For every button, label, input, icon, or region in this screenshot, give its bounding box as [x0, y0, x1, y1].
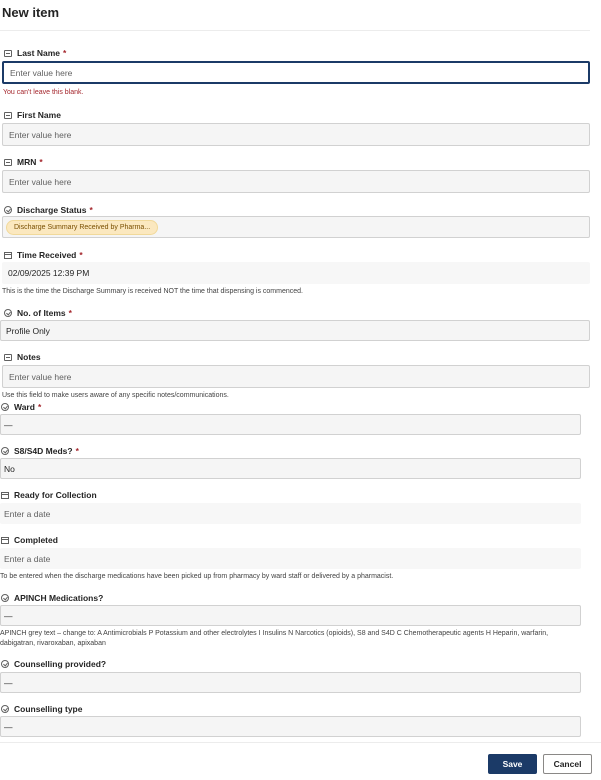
- choice-field-icon: [1, 705, 9, 713]
- save-button[interactable]: Save: [488, 754, 537, 774]
- mrn-input[interactable]: Enter value here: [2, 170, 590, 193]
- choice-field-icon: [1, 594, 9, 602]
- apinch-select[interactable]: —: [0, 605, 581, 626]
- choice-field-icon: [4, 309, 12, 317]
- notes-label: Notes: [4, 352, 41, 362]
- counselling-provided-select[interactable]: —: [0, 672, 581, 693]
- discharge-status-label: Discharge Status *: [4, 205, 93, 215]
- calendar-icon: [1, 537, 9, 544]
- required-marker: *: [75, 446, 79, 456]
- time-received-input[interactable]: 02/09/2025 12:39 PM: [2, 262, 590, 284]
- ward-select[interactable]: —: [0, 414, 581, 435]
- completed-label: Completed: [1, 535, 58, 545]
- text-field-icon: [4, 112, 12, 119]
- s8-meds-select[interactable]: No: [0, 458, 581, 479]
- ward-label: Ward *: [1, 402, 41, 412]
- last-name-error: You can't leave this blank.: [3, 89, 84, 96]
- notes-input[interactable]: Enter value here: [2, 365, 590, 388]
- footer-divider: [0, 742, 601, 743]
- required-marker: *: [37, 402, 42, 412]
- ready-for-collection-label: Ready for Collection: [1, 490, 97, 500]
- discharge-status-pill: Discharge Summary Received by Pharma...: [6, 220, 158, 235]
- choice-field-icon: [4, 206, 12, 214]
- required-marker: *: [79, 250, 83, 260]
- first-name-input[interactable]: Enter value here: [2, 123, 590, 146]
- ready-for-collection-input[interactable]: Enter a date: [0, 503, 581, 524]
- cancel-button[interactable]: Cancel: [543, 754, 592, 774]
- text-field-icon: [4, 50, 12, 57]
- time-received-label: Time Received *: [4, 250, 83, 260]
- apinch-help-line1: APINCH grey text – change to: A Antimicrobials P Potassium and other electrolytes I Insulins N Narcotics (opioids), S8 and S4D C Chemotherapeutic agents H Heparin, warfarin,: [0, 630, 549, 637]
- choice-field-icon: [1, 403, 9, 411]
- calendar-icon: [1, 492, 9, 499]
- notes-help: Use this field to make users aware of any specific notes/communications.: [2, 392, 229, 399]
- required-marker: *: [63, 48, 67, 58]
- completed-input[interactable]: Enter a date: [0, 548, 581, 569]
- last-name-input[interactable]: Enter value here: [2, 61, 590, 84]
- text-field-icon: [4, 354, 12, 361]
- form-title: New item: [2, 5, 60, 20]
- no-of-items-select[interactable]: Profile Only: [0, 320, 590, 341]
- mrn-label: MRN *: [4, 157, 43, 167]
- first-name-label: First Name: [4, 110, 61, 120]
- choice-field-icon: [1, 447, 9, 455]
- last-name-label: Last Name *: [4, 48, 66, 58]
- s8-meds-label: S8/S4D Meds? *: [1, 446, 79, 456]
- calendar-icon: [4, 252, 12, 259]
- apinch-help-line2: dabigatran, rivaroxaban, apixaban: [0, 640, 106, 647]
- header-divider: [0, 30, 590, 31]
- no-of-items-label: No. of Items *: [4, 308, 72, 318]
- text-field-icon: [4, 159, 12, 166]
- time-received-help: This is the time the Discharge Summary is received NOT the time that dispensing is commenced.: [2, 288, 303, 295]
- discharge-status-select[interactable]: [2, 216, 590, 238]
- choice-field-icon: [1, 660, 9, 668]
- required-marker: *: [39, 157, 43, 167]
- required-marker: *: [89, 205, 93, 215]
- counselling-type-select[interactable]: —: [0, 716, 581, 737]
- counselling-provided-label: Counselling provided?: [1, 659, 106, 669]
- completed-help: To be entered when the discharge medications have been picked up from pharmacy by ward staff or delivered by a pharmacist.: [0, 573, 394, 580]
- required-marker: *: [68, 308, 72, 318]
- counselling-type-label: Counselling type: [1, 704, 82, 714]
- apinch-label: APINCH Medications?: [1, 593, 103, 603]
